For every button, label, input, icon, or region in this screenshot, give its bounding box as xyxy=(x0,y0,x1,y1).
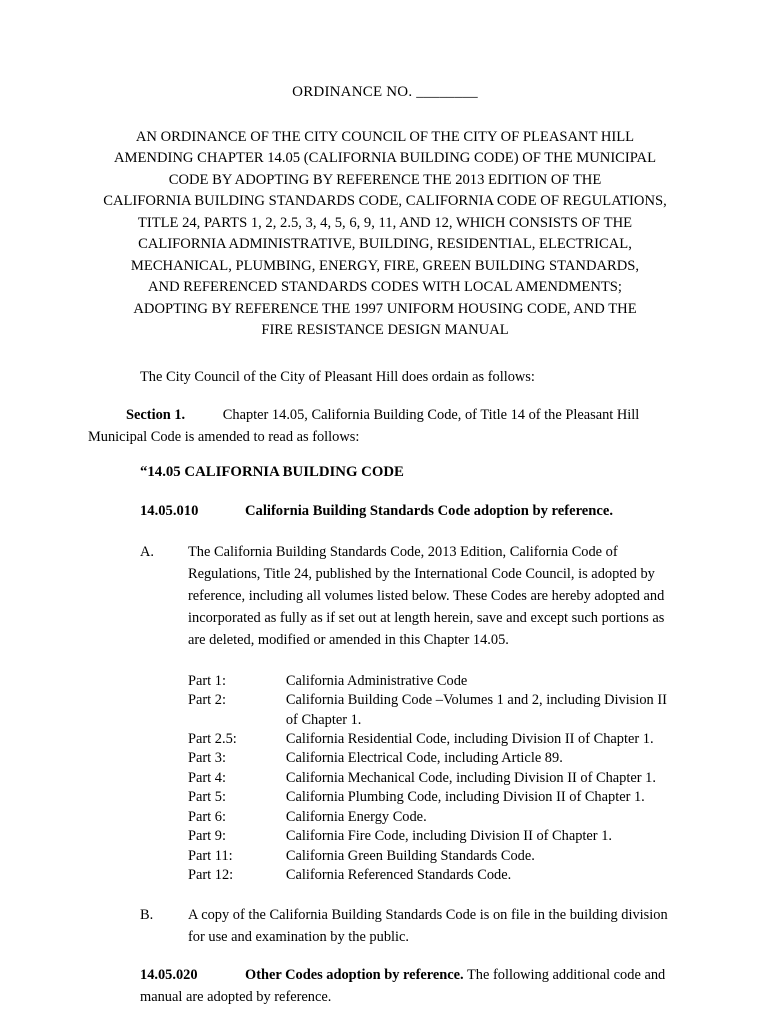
table-row xyxy=(188,788,682,807)
table-row xyxy=(188,691,682,710)
part-description: California Energy Code. xyxy=(285,808,427,825)
item-b-letter: B. xyxy=(140,907,154,924)
part-label: Part 2.5: xyxy=(188,730,237,747)
subsection-020-paragraph xyxy=(140,965,682,1008)
table-row xyxy=(188,827,682,846)
part-label: Part 3: xyxy=(188,750,226,767)
section-one-paragraph xyxy=(88,405,682,448)
parts-list-table xyxy=(188,672,682,886)
title-line: CALIFORNIA ADMINISTRATIVE, BUILDING, RESIDENTIAL, ELECTRICAL, xyxy=(138,236,632,253)
subsection-020-text: The following additional code and manual are adopted by reference. xyxy=(140,967,666,1005)
part-description: California Green Building Standards Code. xyxy=(285,847,535,864)
part-label: Part 5: xyxy=(188,789,226,806)
section-one-text: Chapter 14.05, California Building Code, of Title 14 of the Pleasant Hill Municipal Code is amended to read as follows: xyxy=(88,406,640,445)
table-row xyxy=(188,866,682,885)
item-b-text: A copy of the California Building Standards Code is on file in the building division for use and examination by the public. xyxy=(188,907,668,946)
subsection-010-heading xyxy=(140,503,682,520)
table-row xyxy=(188,730,682,749)
part-description: California Mechanical Code, including Division II of Chapter 1. xyxy=(285,769,656,786)
item-a-text: The California Building Standards Code, 2013 Edition, California Code of Regulations, Title 24, published by the International Code Council, is adopted by reference, including all volumes listed below. These Codes are hereby adopted and incorporated as fully as if set out at length herein, save and except such portions as are deleted, modified or amended in this Chapter 14.05. xyxy=(188,544,665,648)
part-label: Part 2: xyxy=(188,692,226,709)
title-line: AND REFERENCED STANDARDS CODES WITH LOCAL AMENDMENTS; xyxy=(148,279,622,296)
title-line: FIRE RESISTANCE DESIGN MANUAL xyxy=(261,321,509,338)
part-label: Part 4: xyxy=(188,769,226,786)
part-description: California Plumbing Code, including Division II of Chapter 1. xyxy=(285,789,645,806)
subsection-010-number: 14.05.010 xyxy=(140,503,199,520)
item-a xyxy=(140,542,682,651)
ordinance-title xyxy=(88,127,682,341)
title-line: TITLE 24, PARTS 1, 2, 2.5, 3, 4, 5, 6, 9, 11, AND 12, WHICH CONSISTS OF THE xyxy=(137,214,633,231)
part-description: California Residential Code, including Division II of Chapter 1. xyxy=(285,730,654,747)
part-label: Part 9: xyxy=(188,828,226,845)
subsection-020-number: 14.05.020 xyxy=(140,967,198,984)
table-row xyxy=(188,847,682,866)
title-line: MECHANICAL, PLUMBING, ENERGY, FIRE, GREEN BUILDING STANDARDS, xyxy=(130,257,640,274)
part-label: Part 6: xyxy=(188,808,226,825)
table-row xyxy=(188,711,682,730)
part-description: California Electrical Code, including Article 89. xyxy=(285,750,563,767)
part-description: California Building Code –Volumes 1 and 2, including Division II xyxy=(285,692,667,709)
table-row xyxy=(188,769,682,788)
part-label: Part 1: xyxy=(188,672,226,689)
part-description: California Administrative Code xyxy=(285,672,468,689)
part-description: of Chapter 1. xyxy=(285,711,362,728)
part-description: California Fire Code, including Division II of Chapter 1. xyxy=(285,828,612,845)
part-label: Part 11: xyxy=(188,847,233,864)
table-row xyxy=(188,808,682,827)
title-line: ADOPTING BY REFERENCE THE 1997 UNIFORM HOUSING CODE, AND THE xyxy=(133,300,637,317)
subsection-020-title: Other Codes adoption by reference. xyxy=(245,967,464,984)
item-b xyxy=(140,905,682,949)
part-label: Part 12: xyxy=(188,867,234,884)
title-line: AN ORDINANCE OF THE CITY COUNCIL OF THE CITY OF PLEASANT HILL xyxy=(135,129,635,145)
ordinance-number: ORDINANCE NO. ________ xyxy=(292,84,478,100)
title-line: AMENDING CHAPTER 14.05 (CALIFORNIA BUILDING CODE) OF THE MUNICIPAL xyxy=(114,150,656,167)
part-label xyxy=(188,711,286,730)
table-row xyxy=(188,672,682,691)
ordain-clause: The City Council of the City of Pleasant Hill does ordain as follows: xyxy=(140,369,535,386)
subsection-010-title: California Building Standards Code adoption by reference. xyxy=(245,503,613,520)
part-description: California Referenced Standards Code. xyxy=(285,867,512,884)
title-line: CALIFORNIA BUILDING STANDARDS CODE, CALIFORNIA CODE OF REGULATIONS, xyxy=(103,193,667,210)
section-one-label: Section 1. xyxy=(126,406,186,423)
table-row xyxy=(188,749,682,768)
title-line: CODE BY ADOPTING BY REFERENCE THE 2013 EDITION OF THE xyxy=(168,171,602,188)
chapter-heading: “14.05 CALIFORNIA BUILDING CODE xyxy=(140,464,404,481)
item-a-letter: A. xyxy=(140,544,154,561)
